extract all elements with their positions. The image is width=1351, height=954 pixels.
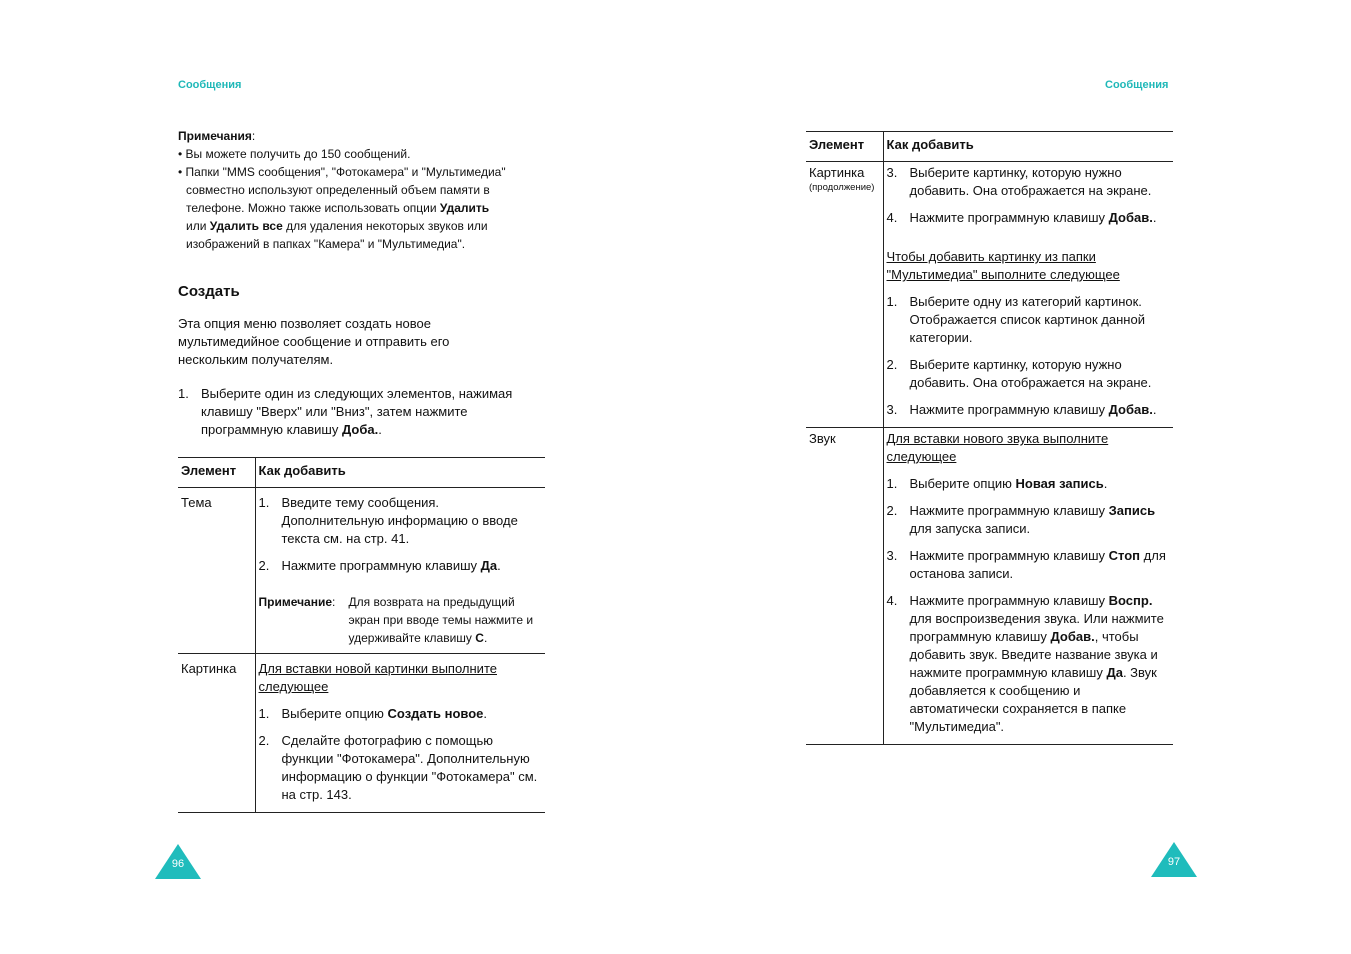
notes-heading: Примечания (178, 129, 252, 143)
page-number-right: 97 (1167, 856, 1181, 868)
list-item: 2. Сделайте фотографию с помощью функции "Фотокамера". Дополнительную информацию о функции "Фотокамера" см. на стр. 143. (258, 733, 538, 802)
list-item: 2. Нажмите программную клавишу Запись для запуска записи. (886, 503, 1156, 536)
col-header-how: Как добавить (883, 132, 1173, 162)
row-sublabel: (продолжение) (809, 182, 875, 193)
row-label: Тема (181, 495, 212, 510)
note-item: • Папки "MMS сообщения", "Фотокамера" и "Мультимедиа" (178, 165, 506, 179)
list-item: 3. Выберите картинку, которую нужно добавить. Она отображается на экране. (886, 165, 1152, 198)
row-label: Звук (809, 431, 836, 446)
row-label: Картинка (809, 165, 865, 180)
list-item: 1. Выберите одну из категорий картинок. Отображается список картинок данной категории. (886, 294, 1145, 345)
section-label-left: Сообщения (178, 79, 242, 91)
list-item: 2. Нажмите программную клавишу Да. (258, 558, 501, 573)
step-1: 1. Выберите один из следующих элементов, нажимая клавишу "Вверх" или "Вниз", затем нажмите программную клавишу Доба.. (178, 386, 513, 437)
section-heading: Создать (178, 283, 240, 300)
table-row (178, 488, 545, 654)
elements-table-right (806, 131, 1173, 745)
row-label: Картинка (181, 661, 237, 676)
intro-paragraph: Эта опция меню позволяет создать новое мультимедийное сообщение и отправить его нескольким получателям. (178, 316, 450, 367)
list-item: 4. Нажмите программную клавишу Воспр. для воспроизведения звука. Или нажмите программную клавишу Добав., чтобы добавить звук. Введите название звука и нажмите программную клавишу Да. Звук добавляется к сообщению и автоматически сохраняется в папке "Мультимедиа". (886, 593, 1164, 734)
elements-table-left (178, 457, 545, 813)
table-row: Картинка Для вставки новой картинки выполните следующее 1. Выберите опцию Создать новое. 2. Сделайте фотографию с помощью функции "Фотокамера". Дополнительную информацию о функции "Фотокамера" см. на стр. 143. (178, 654, 545, 813)
notes-block: Примечания: • Вы можете получить до 150 сообщений. • Папки "MMS сообщения", "Фотокамера" и "Мультимедиа" совместно используют определенный объем памяти в телефоне. Можно также использовать опции Удалить или Удалить все для удаления некоторых звуков или изображений в папках "Камера" и "Мультимедиа". (178, 127, 548, 253)
table-note: Примечание: Для возврата на предыдущий экран при вводе темы нажмите и удерживайте клавишу C. (258, 595, 534, 645)
section-label-right: Сообщения (1105, 79, 1169, 91)
table-row: Звук Для вставки нового звука выполните следующее 1. Выберите опцию Новая запись. 2. Нажмите программную клавишу Запись для запуска записи. 3. Нажмите программную клавишу Стоп для останова записи. 4. Нажмите программную клавишу Воспр. для воспроизведения звука. Или нажмите программную клавишу Добав., чтобы добавить звук. Введите название звука и нажмите программную клавишу Да. Звук добавляется к сообщению и автоматически сохраняется в папке "Мультимедиа". (806, 428, 1173, 745)
col-header-how: Как добавить (255, 458, 545, 488)
list-item: 4. Нажмите программную клавишу Добав.. (886, 210, 1157, 225)
list-item: 3. Нажмите программную клавишу Добав.. (886, 402, 1157, 417)
list-item: 2. Выберите картинку, которую нужно добавить. Она отображается на экране. (886, 357, 1152, 390)
col-header-element: Элемент (806, 132, 883, 162)
col-header-element: Элемент (178, 458, 255, 488)
list-item: 3. Нажмите программную клавишу Стоп для останова записи. (886, 548, 1166, 581)
table-row: Картинка (продолжение) 3. Выберите картинку, которую нужно добавить. Она отображается на экране. 4. Нажмите программную клавишу Добав.. Чтобы добавить картинку из папки "Мультимедиа" выполните следующее 1. Выберите одну из категорий картинок. Отображается список картинок данной категории. 2. Выберите картинку, которую нужно добавить. Она отображается на экране. 3. Нажмите программную клавишу Добав.. (806, 162, 1173, 428)
list-item: 1. Выберите опцию Новая запись. (886, 476, 1108, 491)
list-item: 1. Выберите опцию Создать новое. (258, 706, 488, 721)
note-item: • Вы можете получить до 150 сообщений. (178, 147, 411, 161)
page-number-left: 96 (171, 858, 185, 870)
list-item: 1. Введите тему сообщения. Дополнительную информацию о вводе текста см. на стр. 41. (258, 495, 518, 546)
